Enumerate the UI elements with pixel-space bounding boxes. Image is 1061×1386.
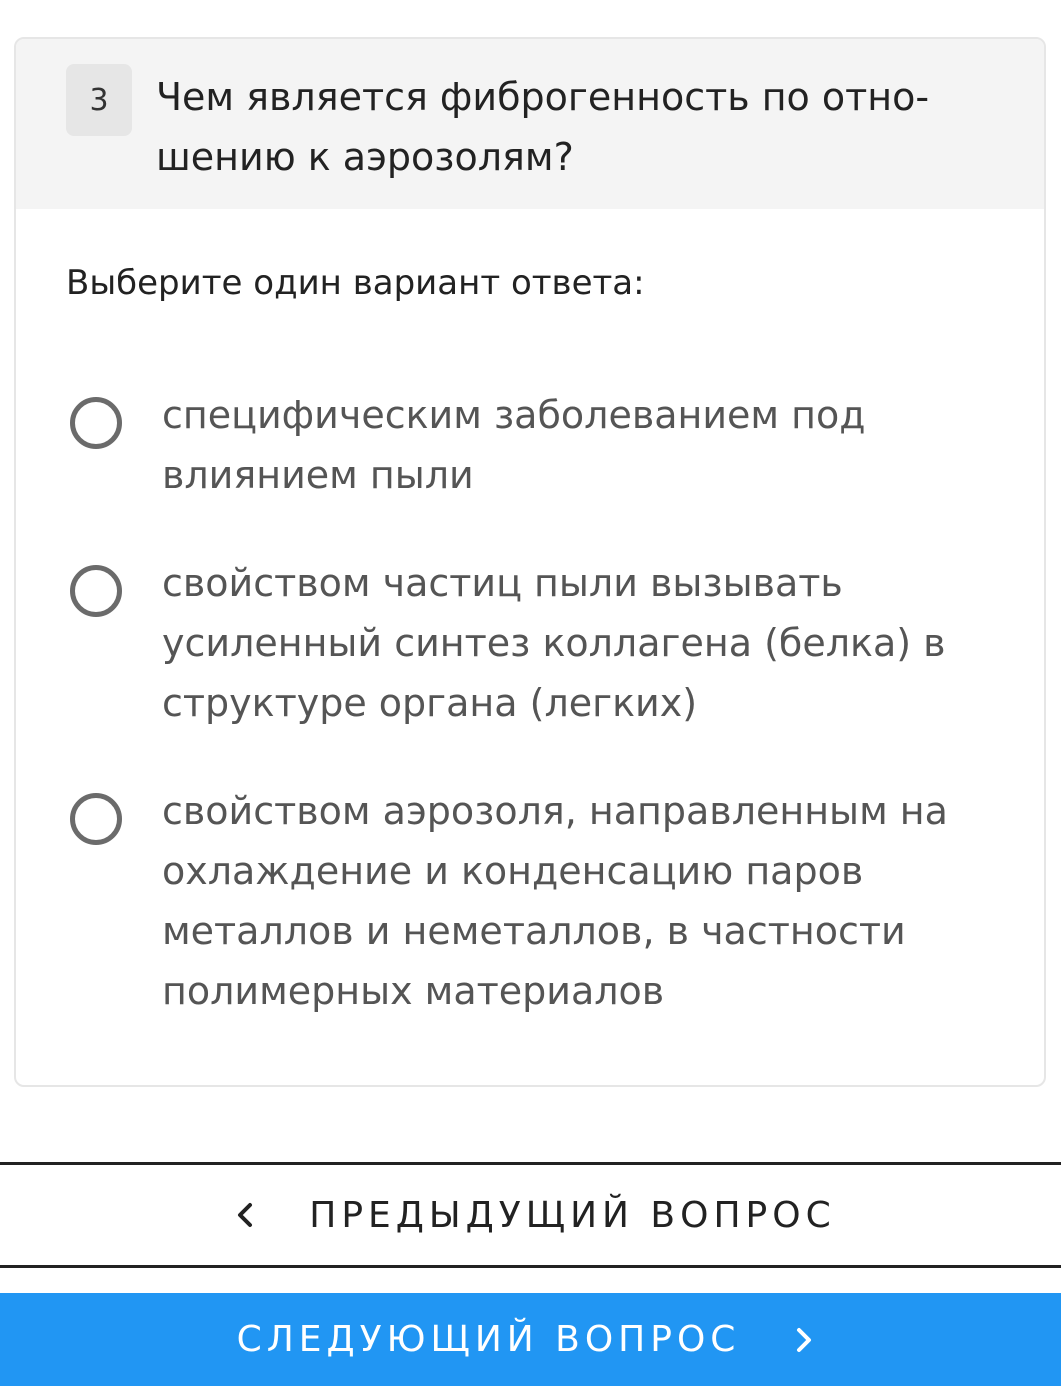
previous-question-label: ПРЕДЫДУЩИЙ ВОПРОС bbox=[309, 1194, 836, 1236]
next-question-label: СЛЕДУЮЩИЙ ВОПРОС bbox=[236, 1319, 741, 1360]
question-card bbox=[14, 37, 1046, 1087]
question-header bbox=[16, 39, 1044, 209]
chevron-right-icon bbox=[784, 1320, 824, 1360]
answer-option-label[interactable]: свойством аэрозоля, направленным на охлаждение и конденсацию паров металлов и неметаллов, в частности полимерных материалов bbox=[162, 789, 948, 1013]
answer-option-label[interactable]: свойством частиц пыли вызывать усиленный синтез коллагена (белка) в структуре органа (легких) bbox=[162, 561, 946, 725]
next-question-button[interactable] bbox=[0, 1293, 1061, 1386]
previous-question-button[interactable] bbox=[0, 1162, 1061, 1268]
radio-button-1[interactable] bbox=[70, 397, 122, 449]
radio-button-2[interactable] bbox=[70, 565, 122, 617]
question-number-badge: 3 bbox=[66, 64, 132, 136]
radio-button-3[interactable] bbox=[70, 793, 122, 845]
answer-option-label[interactable]: специфическим заболеванием под влиянием пыли bbox=[162, 393, 866, 497]
chevron-left-icon bbox=[225, 1195, 265, 1235]
answer-instruction: Выберите один вариант ответа: bbox=[66, 263, 645, 303]
question-title: Чем является фиброгенность по отно- шению к аэрозолям? bbox=[156, 75, 930, 179]
